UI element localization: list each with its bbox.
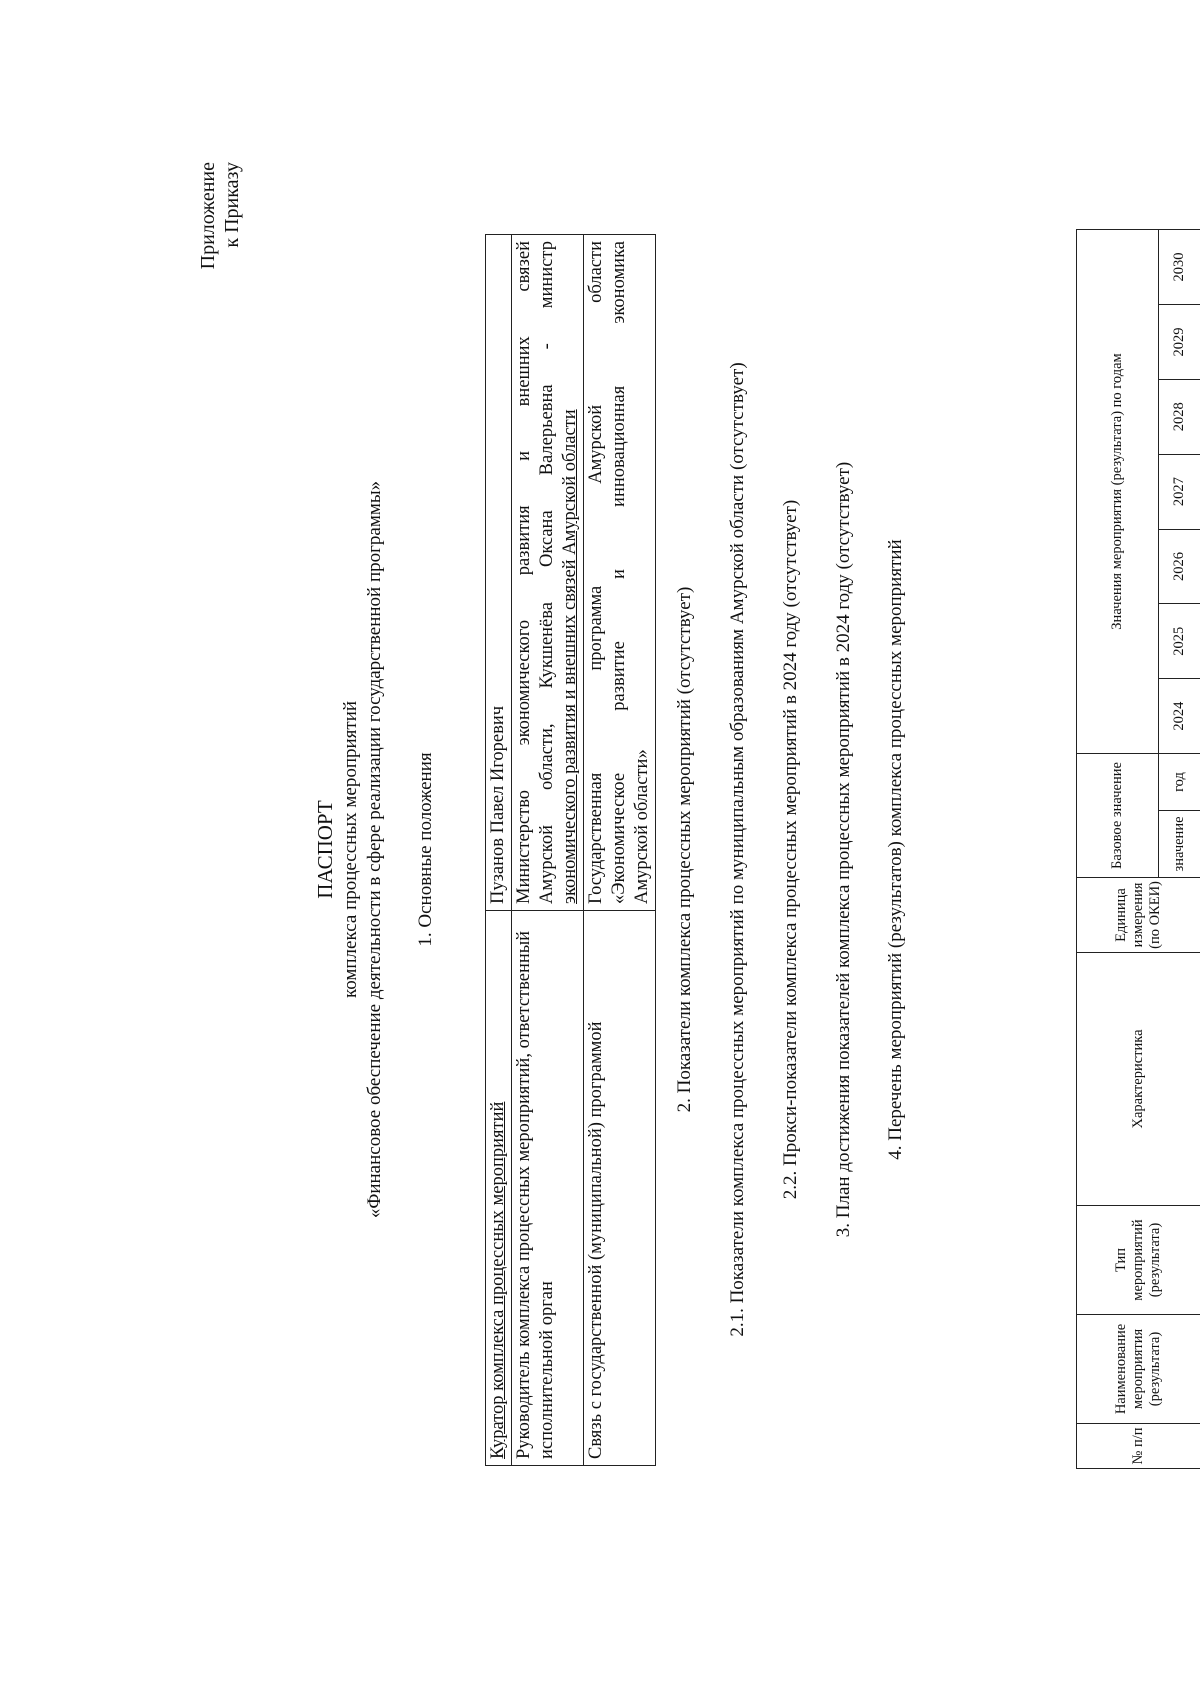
year-header: 2024	[1159, 679, 1200, 754]
head-value-line: Амурской области, Кукшенёва Оксана Валерьевна - министр	[537, 241, 557, 904]
section-2-2-heading: 2.2. Прокси-показатели комплекса процессных мероприятий в 2024 году (отсутствует)	[780, 499, 801, 1200]
head-value-line: Министерство экономического развития и внешних связей	[514, 241, 534, 904]
appendix-line-2: к Приказу	[221, 162, 243, 248]
program-value-line: Амурской области»	[632, 749, 652, 904]
section-1-heading: 1. Основные положения	[415, 752, 436, 947]
program-value-cell	[584, 235, 656, 911]
program-label-cell	[584, 911, 656, 1466]
section-3-heading: 3. План достижения показателей комплекса процессных мероприятий в 2024 году (отсутствует)	[833, 461, 854, 1238]
col-years-header: Значения мероприятия (результата) по годам	[1077, 230, 1159, 754]
head-value-line: экономического развития и внешних связей Амурской области	[560, 409, 580, 904]
year-header: 2025	[1159, 604, 1200, 679]
year-header: 2026	[1159, 529, 1200, 604]
curator-label-cell	[486, 911, 512, 1466]
table-row	[512, 235, 584, 1466]
col-char-header: Характеристика	[1077, 953, 1200, 1206]
appendix-line-1: Приложение	[197, 162, 219, 270]
head-label-line: исполнительной орган	[537, 1281, 557, 1459]
year-header: 2030	[1159, 230, 1200, 305]
base-value-header: значение	[1159, 811, 1200, 878]
measures-table	[1076, 229, 1200, 1469]
col-type-header: Тип мероприятий (результата)	[1077, 1206, 1200, 1315]
year-header: 2029	[1159, 305, 1200, 380]
base-year-header: год	[1159, 754, 1200, 811]
head-label-line: Руководитель комплекса процессных мероприятий, ответственный	[514, 930, 534, 1459]
head-label-cell	[512, 911, 584, 1466]
col-base-header: Базовое значение	[1077, 754, 1159, 878]
section-2-1-heading: 2.1. Показатели комплекса процессных мероприятий по муниципальным образованиям Амурской области (отсутствует)	[727, 362, 748, 1337]
doc-subtitle: комплекса процессных мероприятий	[340, 700, 361, 999]
table-row	[584, 235, 656, 1466]
table-row	[486, 235, 512, 1466]
curator-value: Пузанов Павел Игоревич	[488, 705, 508, 904]
curator-value-cell	[486, 235, 512, 911]
col-name-header: Наименование мероприятия (результата)	[1077, 1315, 1200, 1424]
head-value-cell	[512, 235, 584, 911]
program-label: Связь с государственной (муниципальной) программой	[586, 1021, 606, 1459]
basics-table	[485, 234, 656, 1466]
doc-program-name: «Финансовое обеспечение деятельности в сфере реализации государственной программы»	[364, 480, 385, 1219]
section-4-heading: 4. Перечень мероприятий (результатов) комплекса процессных мероприятий	[885, 539, 906, 1160]
appendix-note	[196, 162, 244, 269]
year-header: 2028	[1159, 379, 1200, 454]
program-value-line: «Экономическое развитие и инновационная экономика	[609, 241, 629, 904]
doc-title: ПАСПОРТ	[313, 800, 337, 899]
program-value-line: Государственная программа Амурской области	[586, 241, 606, 904]
table-header-row	[1077, 230, 1159, 1469]
year-header: 2027	[1159, 454, 1200, 529]
section-2-heading: 2. Показатели комплекса процессных мероприятий (отсутствует)	[674, 586, 695, 1113]
col-unit-header: Единица измерения (по ОКЕИ)	[1077, 878, 1200, 953]
curator-label: Куратор комплекса процессных мероприятий	[488, 1101, 508, 1459]
col-num-header: № п/п	[1077, 1424, 1200, 1469]
